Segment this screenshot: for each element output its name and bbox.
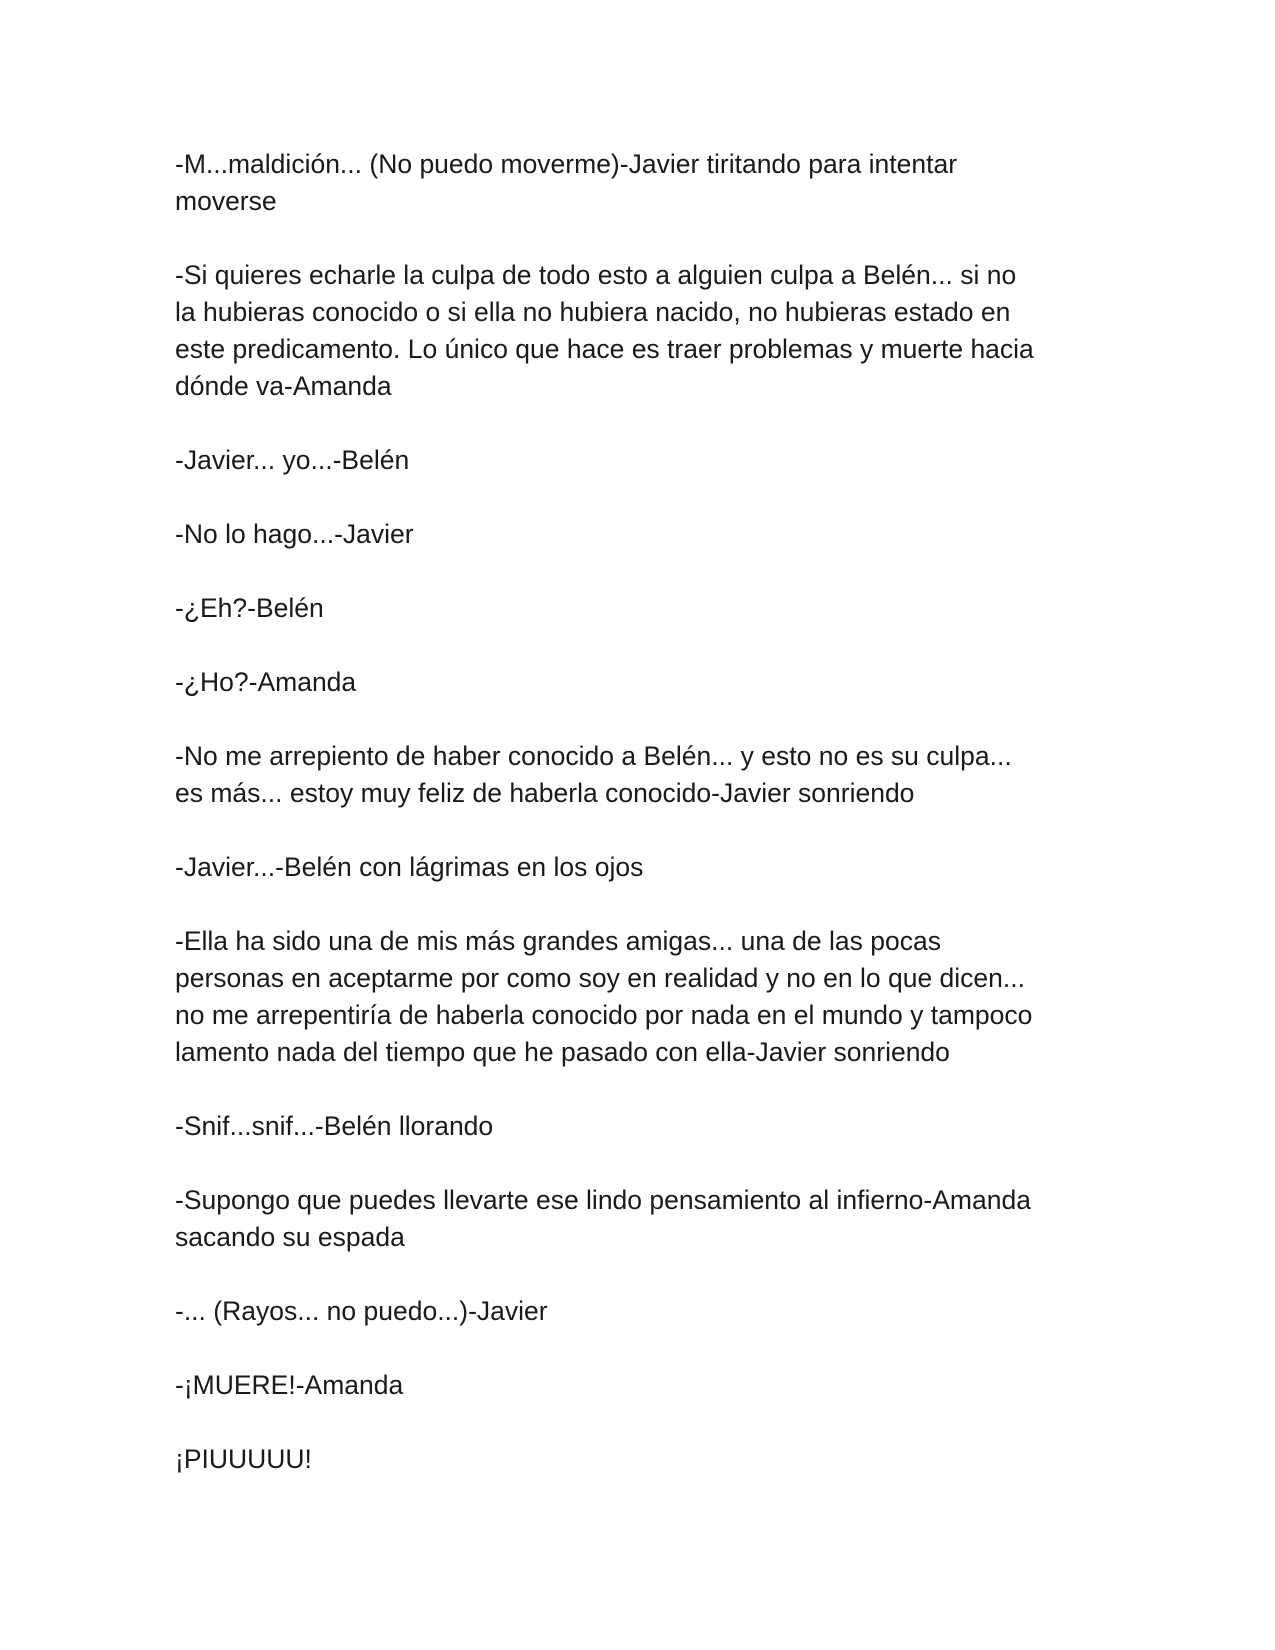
- paragraph: [175, 664, 1105, 701]
- text-line: sacando su espada: [175, 1222, 405, 1252]
- paragraph: [175, 516, 1105, 553]
- paragraph: [175, 738, 1105, 812]
- paragraph: [175, 442, 1105, 479]
- text-line: -Snif...snif...-Belén llorando: [175, 1111, 494, 1141]
- text-line: es más... estoy muy feliz de haberla conocido-Javier sonriendo: [175, 778, 915, 808]
- text-line: -Javier... yo...-Belén: [175, 445, 410, 475]
- text-line: -Supongo que puedes llevarte ese lindo pensamiento al infierno-Amanda: [175, 1185, 1031, 1215]
- paragraph: [175, 1182, 1105, 1256]
- text-line: no me arrepentiría de haberla conocido por nada en el mundo y tampoco: [175, 1000, 1033, 1030]
- text-line: -No lo hago...-Javier: [175, 519, 414, 549]
- text-line: ¡PIUUUUU!: [175, 1444, 312, 1474]
- paragraph: [175, 923, 1105, 1071]
- text-line: -Javier...-Belén con lágrimas en los ojos: [175, 852, 644, 882]
- text-line: -¿Eh?-Belén: [175, 593, 324, 623]
- paragraph: [175, 146, 1105, 220]
- paragraph: [175, 1441, 1105, 1478]
- paragraph: [175, 1108, 1105, 1145]
- text-line: -... (Rayos... no puedo...)-Javier: [175, 1296, 548, 1326]
- text-line: la hubieras conocido o si ella no hubiera nacido, no hubieras estado en: [175, 297, 1011, 327]
- text-line: este predicamento. Lo único que hace es traer problemas y muerte hacia: [175, 334, 1034, 364]
- document-body: [175, 146, 1105, 1515]
- text-line: moverse: [175, 186, 277, 216]
- paragraph: [175, 257, 1105, 405]
- text-line: lamento nada del tiempo que he pasado con ella-Javier sonriendo: [175, 1037, 950, 1067]
- text-line: dónde va-Amanda: [175, 371, 392, 401]
- paragraph: [175, 1367, 1105, 1404]
- paragraph: [175, 1293, 1105, 1330]
- text-line: -¿Ho?-Amanda: [175, 667, 357, 697]
- paragraph: [175, 849, 1105, 886]
- text-line: -M...maldición... (No puedo moverme)-Javier tiritando para intentar: [175, 149, 958, 179]
- text-line: -Si quieres echarle la culpa de todo esto a alguien culpa a Belén... si no: [175, 260, 1017, 290]
- text-line: -No me arrepiento de haber conocido a Belén... y esto no es su culpa...: [175, 741, 1012, 771]
- text-line: -¡MUERE!-Amanda: [175, 1370, 404, 1400]
- text-line: personas en aceptarme por como soy en realidad y no en lo que dicen...: [175, 963, 1025, 993]
- text-line: -Ella ha sido una de mis más grandes amigas... una de las pocas: [175, 926, 941, 956]
- paragraph: [175, 590, 1105, 627]
